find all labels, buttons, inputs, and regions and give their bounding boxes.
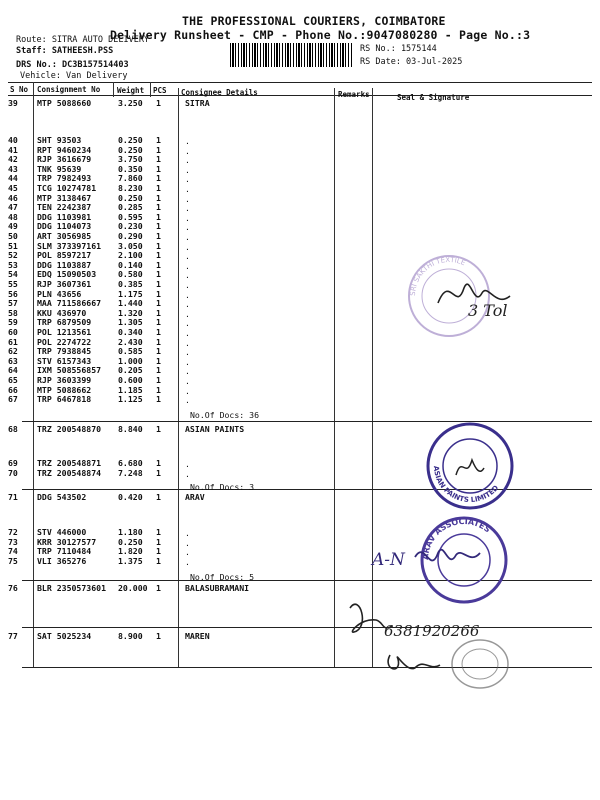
row-consignee: . <box>185 366 190 377</box>
row-weight: 1.000 <box>118 355 143 366</box>
row-consignee: . <box>185 547 190 558</box>
row-sno: 51 <box>8 240 18 251</box>
row-consignment: BLR 2350573601 <box>37 583 107 593</box>
row-consignee: . <box>185 328 190 338</box>
row-weight: 1.180 <box>118 527 143 537</box>
row-consignment: SHT 93503 <box>37 135 82 145</box>
row-sno: 59 <box>8 317 18 328</box>
signature-1 <box>430 268 520 328</box>
row-sno: 41 <box>8 144 18 155</box>
row-weight: 2.100 <box>118 250 143 261</box>
row-consignee: . <box>185 395 190 406</box>
row-consignee: . <box>185 299 190 310</box>
row-weight: 0.285 <box>118 202 143 213</box>
row-pcs: 1 <box>156 375 161 385</box>
row-sno: 69 <box>8 458 18 468</box>
row-sno: 49 <box>8 221 18 232</box>
row-pcs: 1 <box>156 317 161 328</box>
row-consignment: RJP 3603399 <box>37 375 92 385</box>
row-sno: 68 <box>8 424 18 434</box>
row-weight: 1.185 <box>118 384 143 395</box>
row-consignee: . <box>185 528 190 538</box>
row-consignment: MTP 5088660 <box>37 98 92 108</box>
row-pcs: 1 <box>156 250 161 261</box>
row-weight: 0.350 <box>118 163 143 174</box>
stamp-asian-paints <box>424 420 516 512</box>
row-consignee: . <box>185 241 190 252</box>
vehicle-label: Vehicle: Van Delivery <box>20 71 128 81</box>
row-consignment: TRP 7982493 <box>37 173 92 184</box>
row-pcs: 1 <box>156 202 161 213</box>
row-pcs: 1 <box>156 163 161 174</box>
row-sno: 70 <box>8 467 18 478</box>
row-consignee: SITRA <box>185 98 210 108</box>
row-sno: 43 <box>8 163 18 174</box>
row-weight: 8.230 <box>118 183 143 193</box>
row-consignee: BALASUBRAMANI <box>185 583 250 593</box>
row-consignment: TRP 6467818 <box>37 394 92 405</box>
row-pcs: 1 <box>156 240 161 251</box>
row-weight: 0.580 <box>118 269 143 280</box>
row-sno: 64 <box>8 365 18 376</box>
row-weight: 3.750 <box>118 154 143 165</box>
signature-arav <box>370 535 490 585</box>
row-weight: 0.250 <box>118 144 143 155</box>
company-title: THE PROFESSIONAL COURIERS, COIMBATORE <box>182 14 446 28</box>
row-sno: 66 <box>8 384 18 395</box>
row-consignment: STV 6157343 <box>37 355 92 366</box>
row-consignment: TCG 10274781 <box>37 183 97 193</box>
row-sno: 44 <box>8 173 18 184</box>
row-pcs: 1 <box>156 492 161 502</box>
row-weight: 0.205 <box>118 365 143 376</box>
runsheet-subtitle: Delivery Runsheet - CMP - Phone No.:9047080280 - Page No.:3 <box>110 28 531 42</box>
barcode-image <box>230 43 352 67</box>
row-consignment: POL 1213561 <box>37 327 92 337</box>
row-consignee: . <box>185 537 190 548</box>
row-consignment: MAA 711586667 <box>37 298 102 309</box>
row-consignment: KRR 30127577 <box>37 536 97 547</box>
row-consignee: MAREN <box>185 631 210 641</box>
row-weight: 1.375 <box>118 555 143 566</box>
row-sno: 47 <box>8 202 18 213</box>
row-pcs: 1 <box>156 536 161 547</box>
row-consignee: . <box>185 145 190 156</box>
row-pcs: 1 <box>156 259 161 270</box>
row-consignee: . <box>185 174 190 185</box>
row-pcs: 1 <box>156 394 161 405</box>
row-consignment: TRP 6879509 <box>37 317 92 328</box>
row-weight: 0.230 <box>118 221 143 232</box>
row-sno: 65 <box>8 375 18 385</box>
row-consignment: TRZ 200548870 <box>37 424 102 434</box>
row-consignment: STV 446000 <box>37 527 87 537</box>
row-sno: 42 <box>8 154 18 165</box>
row-sno: 63 <box>8 355 18 366</box>
row-consignment: MTP 3138467 <box>37 192 92 203</box>
row-pcs: 1 <box>156 336 161 347</box>
row-pcs: 1 <box>156 173 161 184</box>
row-consignee: . <box>185 376 190 386</box>
row-consignee: . <box>185 232 190 242</box>
row-sno: 76 <box>8 583 18 593</box>
row-consignment: TRZ 200548874 <box>37 467 102 478</box>
row-consignee: . <box>185 468 190 479</box>
row-consignee: . <box>185 556 190 567</box>
col-pcs: PCS <box>153 86 167 95</box>
row-pcs: 1 <box>156 355 161 366</box>
row-consignment: IXM 508556857 <box>37 365 102 376</box>
row-consignment: TNK 95639 <box>37 163 82 174</box>
row-consignment: TEN 2242387 <box>37 202 92 213</box>
row-sno: 45 <box>8 183 18 193</box>
row-consignment: PLN 43656 <box>37 288 82 299</box>
row-pcs: 1 <box>156 424 161 434</box>
row-sno: 72 <box>8 527 18 537</box>
row-pcs: 1 <box>156 288 161 299</box>
row-pcs: 1 <box>156 555 161 566</box>
row-consignment: EDQ 15090503 <box>37 269 97 280</box>
row-sno: 55 <box>8 279 18 289</box>
row-consignment: MTP 5088662 <box>37 384 92 395</box>
row-sno: 74 <box>8 546 18 557</box>
row-sno: 39 <box>8 98 18 108</box>
row-sno: 56 <box>8 288 18 299</box>
row-pcs: 1 <box>156 346 161 357</box>
row-weight: 0.600 <box>118 375 143 385</box>
row-weight: 0.250 <box>118 135 143 145</box>
row-consignment: TRP 7110484 <box>37 546 92 557</box>
row-consignee: . <box>185 308 190 319</box>
row-pcs: 1 <box>156 269 161 280</box>
row-consignee: . <box>185 385 190 396</box>
row-sno: 46 <box>8 192 18 203</box>
row-weight: 1.820 <box>118 546 143 557</box>
svg-text:3 Tol: 3 Tol <box>468 301 508 320</box>
row-sno: 48 <box>8 211 18 222</box>
col-sno: S No <box>10 85 29 94</box>
row-weight: 0.250 <box>118 536 143 547</box>
row-pcs: 1 <box>156 221 161 232</box>
row-pcs: 1 <box>156 546 161 557</box>
row-consignment: RJP 3616679 <box>37 154 92 165</box>
row-consignment: RPT 9460234 <box>37 144 92 155</box>
row-weight: 0.250 <box>118 192 143 203</box>
svg-text:ARAV ASSOCIATES: ARAV ASSOCIATES <box>420 516 492 561</box>
row-pcs: 1 <box>156 154 161 165</box>
row-pcs: 1 <box>156 135 161 145</box>
row-pcs: 1 <box>156 98 161 108</box>
row-consignment: SAT 5025234 <box>37 631 92 641</box>
row-consignee: . <box>185 193 190 204</box>
row-consignee: . <box>185 270 190 281</box>
row-consignment: DDG 543502 <box>37 492 87 502</box>
row-consignment: TRZ 200548871 <box>37 458 102 468</box>
row-consignment: TRP 7938845 <box>37 346 92 357</box>
row-weight: 1.305 <box>118 317 143 328</box>
col-consignee: Consignee Details <box>181 88 258 97</box>
svg-text:ASIAN PAINTS LIMITED: ASIAN PAINTS LIMITED <box>431 465 501 505</box>
row-weight: 20.000 <box>118 583 148 593</box>
row-sno: 53 <box>8 259 18 270</box>
row-weight: 0.340 <box>118 327 143 337</box>
row-consignee: . <box>185 459 190 469</box>
row-consignment: POL 2274722 <box>37 336 92 347</box>
row-consignee: . <box>185 155 190 166</box>
row-weight: 0.290 <box>118 231 143 241</box>
row-consignee: . <box>185 136 190 146</box>
row-pcs: 1 <box>156 467 161 478</box>
col-remarks: Remarks <box>338 90 370 99</box>
row-weight: 0.385 <box>118 279 143 289</box>
drs-label: DRS No.: DC3B157514403 <box>16 60 129 70</box>
row-sno: 77 <box>8 631 18 641</box>
row-pcs: 1 <box>156 192 161 203</box>
row-sno: 61 <box>8 336 18 347</box>
row-consignee: . <box>185 289 190 300</box>
svg-text:A-N: A-N <box>372 550 405 570</box>
row-pcs: 1 <box>156 144 161 155</box>
docs-count: No.Of Docs: 5 <box>190 572 255 582</box>
row-sno: 50 <box>8 231 18 241</box>
row-consignment: KKU 436970 <box>37 307 87 318</box>
row-weight: 3.250 <box>118 98 143 108</box>
row-consignment: ART 3056985 <box>37 231 92 241</box>
row-weight: 7.248 <box>118 467 143 478</box>
row-sno: 73 <box>8 536 18 547</box>
rs-no-label: RS No.: 1575144 <box>360 44 437 54</box>
row-pcs: 1 <box>156 231 161 241</box>
row-weight: 0.595 <box>118 211 143 222</box>
row-consignment: RJP 3607361 <box>37 279 92 289</box>
row-consignee: . <box>185 203 190 214</box>
stamp-maren <box>445 634 515 694</box>
row-pcs: 1 <box>156 384 161 395</box>
row-consignment: DDG 1103981 <box>37 211 92 222</box>
row-consignee: ASIAN PAINTS <box>185 424 245 434</box>
row-pcs: 1 <box>156 583 161 593</box>
row-weight: 8.840 <box>118 424 143 434</box>
row-sno: 52 <box>8 250 18 261</box>
row-consignee: . <box>185 356 190 367</box>
docs-count: No.Of Docs: 36 <box>190 410 260 420</box>
route-label: Route: SITRA AUTO DELIVERY <box>16 35 150 45</box>
row-consignee: . <box>185 184 190 194</box>
row-sno: 57 <box>8 298 18 309</box>
row-sno: 54 <box>8 269 18 280</box>
row-consignment: SLM 373397161 <box>37 240 102 251</box>
row-consignee: . <box>185 318 190 329</box>
signature-maren <box>380 645 450 685</box>
row-weight: 1.440 <box>118 298 143 309</box>
row-sno: 71 <box>8 492 18 502</box>
row-weight: 1.125 <box>118 394 143 405</box>
row-consignee: . <box>185 347 190 358</box>
row-pcs: 1 <box>156 211 161 222</box>
row-consignee: . <box>185 251 190 262</box>
row-pcs: 1 <box>156 631 161 641</box>
row-weight: 3.050 <box>118 240 143 251</box>
row-sno: 62 <box>8 346 18 357</box>
row-consignment: VLI 365276 <box>37 555 87 566</box>
row-sno: 40 <box>8 135 18 145</box>
row-consignee: . <box>185 164 190 175</box>
row-weight: 8.900 <box>118 631 143 641</box>
row-pcs: 1 <box>156 307 161 318</box>
row-pcs: 1 <box>156 365 161 376</box>
row-weight: 0.420 <box>118 492 143 502</box>
col-seal: Seal & Signature <box>397 93 470 102</box>
row-sno: 60 <box>8 327 18 337</box>
row-consignment: POL 8597217 <box>37 250 92 261</box>
row-weight: 1.320 <box>118 307 143 318</box>
row-consignment: DDG 1103887 <box>37 259 92 270</box>
row-weight: 6.680 <box>118 458 143 468</box>
row-weight: 0.140 <box>118 259 143 270</box>
row-pcs: 1 <box>156 279 161 289</box>
row-sno: 58 <box>8 307 18 318</box>
col-weight: Weight <box>117 86 145 95</box>
row-weight: 1.175 <box>118 288 143 299</box>
row-sno: 67 <box>8 394 18 405</box>
row-consignee: . <box>185 260 190 271</box>
row-pcs: 1 <box>156 458 161 468</box>
docs-count: No.Of Docs: 3 <box>190 482 255 492</box>
row-consignee: . <box>185 337 190 348</box>
row-consignee: . <box>185 212 190 223</box>
rs-date-label: RS Date: 03-Jul-2025 <box>360 57 463 67</box>
row-pcs: 1 <box>156 298 161 309</box>
col-consignment: Consignment No <box>37 85 101 94</box>
row-weight: 0.585 <box>118 346 143 357</box>
row-sno: 75 <box>8 555 18 566</box>
row-consignee: . <box>185 280 190 290</box>
staff-label: Staff: SATHEESH.PSS <box>16 46 114 56</box>
row-weight: 2.430 <box>118 336 143 347</box>
row-pcs: 1 <box>156 183 161 193</box>
row-pcs: 1 <box>156 527 161 537</box>
row-weight: 7.860 <box>118 173 143 184</box>
row-pcs: 1 <box>156 327 161 337</box>
row-consignee: . <box>185 222 190 233</box>
row-consignee: ARAV <box>185 492 205 502</box>
svg-text:SRI SAKTHI TEXTILE: SRI SAKTHI TEXTILE <box>408 255 467 297</box>
svg-text:6381920266: 6381920266 <box>384 622 480 640</box>
row-consignment: DDG 1104073 <box>37 221 92 232</box>
